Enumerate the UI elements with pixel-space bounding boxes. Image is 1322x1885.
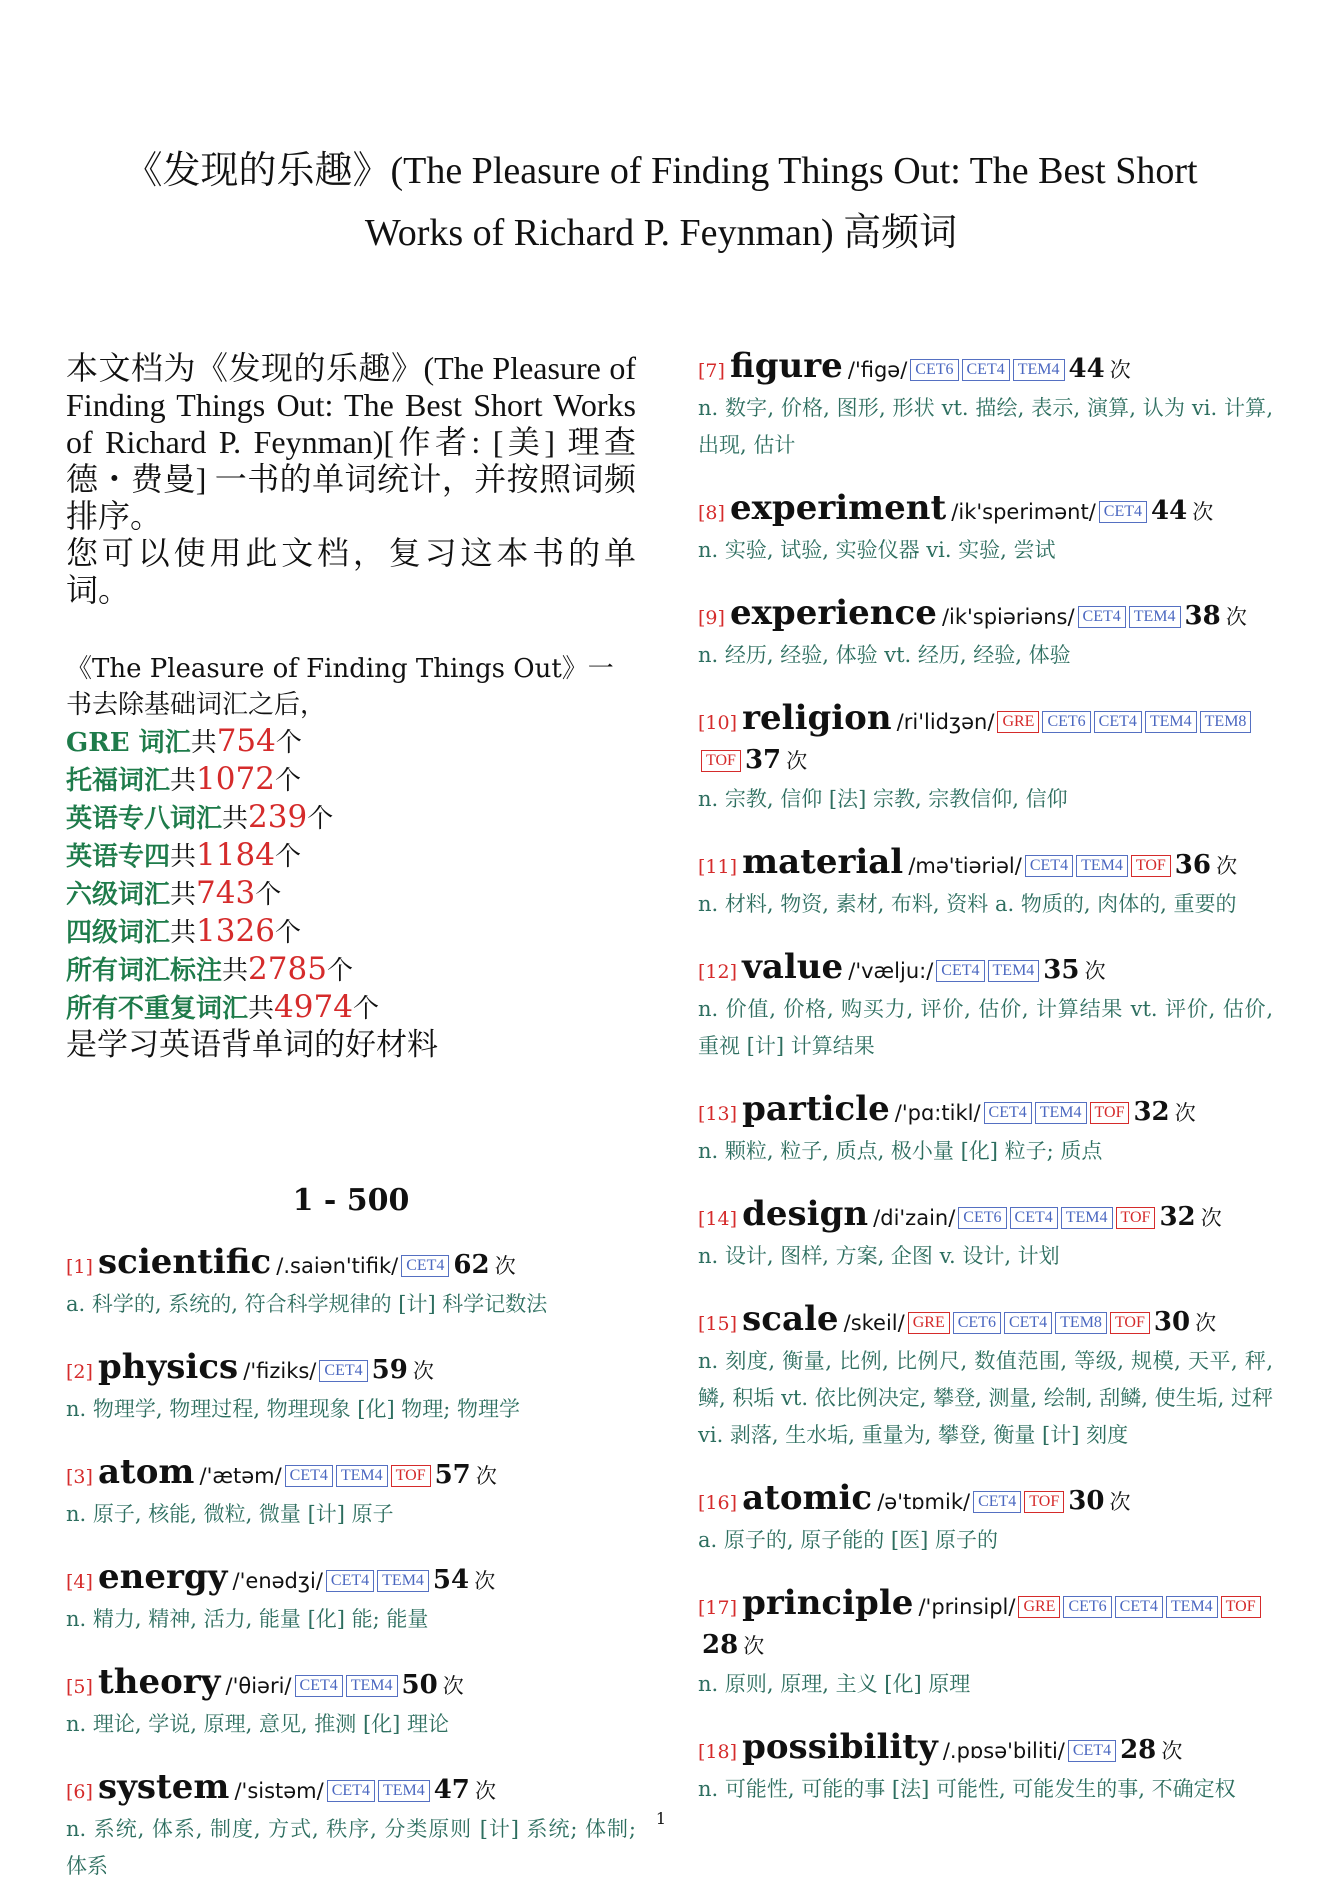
stat-suffix: 共 <box>222 804 249 834</box>
stat-count: 1072 <box>196 761 275 797</box>
level-tag: CET4 <box>962 359 1010 381</box>
times-label: 次 <box>1216 854 1238 878</box>
stat-unit: 个 <box>275 728 302 758</box>
word-entry <box>698 1301 1273 1454</box>
word-entry <box>698 1585 1273 1703</box>
phonetic: /.pɒsə'biliti/ <box>942 1739 1065 1763</box>
stat-label: 所有不重复词汇 <box>66 994 249 1024</box>
stat-row <box>66 723 636 761</box>
phonetic: /ə'tɒmik/ <box>877 1490 971 1514</box>
frequency-count: 59 <box>371 1355 408 1385</box>
stats-block <box>66 651 636 1063</box>
definition: a. 科学的, 系统的, 符合科学规律的 [计] 科学记数法 <box>66 1292 548 1316</box>
level-tag: CET4 <box>1115 1596 1163 1618</box>
times-label: 次 <box>1192 500 1214 524</box>
entry-headline <box>698 595 1273 637</box>
headword: scientific <box>98 1242 272 1282</box>
word-entry <box>698 348 1273 464</box>
right-column <box>698 348 1273 1808</box>
entry-number: [6] <box>66 1781 93 1803</box>
level-tag: CET4 <box>1094 711 1142 733</box>
level-tag: CET6 <box>953 1312 1001 1334</box>
entry-number: [18] <box>698 1741 738 1763</box>
definition: a. 原子的, 原子能的 [医] 原子的 <box>698 1528 998 1552</box>
word-entry <box>698 949 1273 1065</box>
headword: particle <box>742 1089 890 1129</box>
frequency-count: 57 <box>434 1460 471 1490</box>
level-tag: TOF <box>1221 1596 1261 1618</box>
level-tag: CET4 <box>1068 1740 1116 1762</box>
level-tag: TEM4 <box>1145 711 1197 733</box>
frequency-count: 38 <box>1184 601 1221 631</box>
entry-headline <box>698 348 1273 390</box>
times-label: 次 <box>1195 1311 1217 1335</box>
headword: figure <box>730 346 843 386</box>
stat-count: 1184 <box>196 837 275 873</box>
headword: physics <box>98 1347 239 1387</box>
definition: n. 材料, 物资, 素材, 布料, 资料 a. 物质的, 肉体的, 重要的 <box>698 892 1237 916</box>
phonetic: /di'zain/ <box>873 1206 956 1230</box>
level-tag: TOF <box>391 1465 431 1487</box>
times-label: 次 <box>1109 1490 1131 1514</box>
word-entry <box>66 1559 636 1638</box>
level-tag: GRE <box>997 711 1039 733</box>
left-column <box>66 350 636 1885</box>
stat-row <box>66 951 636 989</box>
stat-count: 239 <box>248 799 308 835</box>
stat-count: 2785 <box>248 951 327 987</box>
headword: possibility <box>742 1727 938 1767</box>
entry-headline <box>66 1559 636 1601</box>
definition: n. 原则, 原理, 主义 [化] 原理 <box>698 1672 971 1696</box>
intro-paragraph-2: 您可以使用此文档，复习这本书的单词。 <box>66 535 636 608</box>
stat-unit: 个 <box>274 766 301 796</box>
entry-number: [12] <box>698 961 738 983</box>
headword: material <box>742 842 904 882</box>
level-tag: CET6 <box>910 359 958 381</box>
definition: n. 设计, 图样, 方案, 企图 v. 设计, 计划 <box>698 1244 1060 1268</box>
right-entry-list <box>698 348 1273 1808</box>
entry-headline <box>698 700 1273 781</box>
document-title <box>40 140 1282 264</box>
definition: n. 物理学, 物理过程, 物理现象 [化] 物理; 物理学 <box>66 1397 521 1421</box>
level-tag: TEM4 <box>1166 1596 1218 1618</box>
headword: theory <box>98 1662 221 1702</box>
phonetic: /ik'spiəriəns/ <box>941 605 1075 629</box>
entry-headline <box>66 1769 636 1811</box>
entry-number: [17] <box>698 1597 738 1619</box>
level-tag: CET4 <box>1078 606 1126 628</box>
headword: atom <box>98 1452 195 1492</box>
stat-label: 所有词汇标注 <box>66 956 223 986</box>
frequency-count: 50 <box>401 1670 438 1700</box>
times-label: 次 <box>743 1634 765 1658</box>
frequency-count: 28 <box>702 1630 739 1660</box>
level-tag: CET4 <box>319 1360 367 1382</box>
stats-lead: 《The Pleasure of Finding Things Out》一书去除基础词汇之后， <box>66 654 614 720</box>
phonetic: /ik'sperimənt/ <box>951 500 1096 524</box>
entry-number: [8] <box>698 502 725 524</box>
stat-label: 英语专四 <box>66 842 171 872</box>
times-label: 次 <box>1161 1739 1183 1763</box>
times-label: 次 <box>1225 605 1247 629</box>
level-tag: CET4 <box>295 1675 343 1697</box>
entry-number: [11] <box>698 856 738 878</box>
intro-text <box>66 350 636 609</box>
phonetic: /'enədʒi/ <box>232 1569 323 1593</box>
level-tag: CET6 <box>958 1207 1006 1229</box>
entry-number: [15] <box>698 1313 738 1335</box>
frequency-count: 44 <box>1068 354 1105 384</box>
definition: n. 经历, 经验, 体验 vt. 经历, 经验, 体验 <box>698 643 1071 667</box>
level-tag: TEM4 <box>378 1780 430 1802</box>
times-label: 次 <box>442 1674 464 1698</box>
level-tag: TEM4 <box>346 1675 398 1697</box>
level-tag: TEM4 <box>1061 1207 1113 1229</box>
stat-suffix: 共 <box>170 880 197 910</box>
word-entry <box>66 1454 636 1533</box>
level-tag: GRE <box>1018 1596 1060 1618</box>
definition: n. 实验, 试验, 实验仪器 vi. 实验, 尝试 <box>698 538 1056 562</box>
entry-number: [10] <box>698 712 738 734</box>
entry-number: [13] <box>698 1103 738 1125</box>
definition: n. 可能性, 可能的事 [法] 可能性, 可能发生的事, 不确定权 <box>698 1777 1236 1801</box>
phonetic: /'fiziks/ <box>243 1359 317 1383</box>
phonetic: /'figə/ <box>847 358 908 382</box>
headword: religion <box>742 698 892 738</box>
entry-number: [2] <box>66 1361 93 1383</box>
stat-unit: 个 <box>255 880 282 910</box>
stat-label: 四级词汇 <box>66 918 171 948</box>
level-tag: TOF <box>1116 1207 1156 1229</box>
stat-row <box>66 837 636 875</box>
title-line-2: Works of Richard P. Feynman) 高频词 <box>364 212 958 254</box>
level-tag: TOF <box>1024 1491 1064 1513</box>
stat-count: 4974 <box>274 989 353 1025</box>
level-tag: TOF <box>1131 855 1171 877</box>
entry-number: [16] <box>698 1492 738 1514</box>
word-entry <box>698 1091 1273 1170</box>
phonetic: /.saiən'tifik/ <box>276 1254 399 1278</box>
level-tag: TOF <box>1090 1102 1130 1124</box>
stat-suffix: 共 <box>222 956 249 986</box>
frequency-count: 47 <box>433 1775 470 1805</box>
frequency-count: 54 <box>432 1565 470 1595</box>
level-tag: TEM4 <box>988 960 1040 982</box>
frequency-count: 37 <box>744 745 782 775</box>
stat-label: 托福词汇 <box>66 766 171 796</box>
stat-unit: 个 <box>352 994 379 1024</box>
level-tag: TEM4 <box>336 1465 388 1487</box>
stats-list <box>66 723 636 1027</box>
phonetic: /'θiəri/ <box>225 1674 292 1698</box>
stat-unit: 个 <box>326 956 353 986</box>
headword: experience <box>730 593 937 633</box>
entry-number: [9] <box>698 607 725 629</box>
level-tag: CET4 <box>1010 1207 1058 1229</box>
entry-headline <box>698 1480 1273 1522</box>
stat-unit: 个 <box>274 842 301 872</box>
frequency-count: 32 <box>1159 1202 1196 1232</box>
entry-headline <box>698 490 1273 532</box>
word-entry <box>698 490 1273 569</box>
times-label: 次 <box>475 1464 497 1488</box>
headword: system <box>98 1767 230 1807</box>
stat-label: 六级词汇 <box>66 880 171 910</box>
definition: n. 价值, 价格, 购买力, 评价, 估价, 计算结果 vt. 评价, 估价, 重视 [计] 计算结果 <box>698 997 1273 1058</box>
word-entry <box>698 1729 1273 1808</box>
stat-count: 1326 <box>196 913 275 949</box>
definition: n. 理论, 学说, 原理, 意见, 推测 [化] 理论 <box>66 1712 450 1736</box>
headword: energy <box>98 1557 228 1597</box>
level-tag: CET4 <box>285 1465 333 1487</box>
phonetic: /mə'tiəriəl/ <box>908 854 1022 878</box>
level-tag: TEM8 <box>1200 711 1252 733</box>
word-entry <box>66 1244 636 1323</box>
times-label: 次 <box>494 1254 516 1278</box>
level-tag: CET4 <box>984 1102 1032 1124</box>
level-tag: TEM4 <box>377 1570 429 1592</box>
entry-headline <box>698 1196 1273 1238</box>
stat-suffix: 共 <box>190 728 217 758</box>
definition: n. 刻度, 衡量, 比例, 比例尺, 数值范围, 等级, 规模, 天平, 秤, 鳞, 积垢 vt. 依比例决定, 攀登, 测量, 绘制, 刮鳞, 使生垢, 过秤 vi. 剥落, 生水垢, 重量为, 攀登, 衡量 [计] 刻度 <box>698 1349 1273 1447</box>
entry-headline <box>698 1091 1273 1133</box>
level-tag: CET4 <box>327 1780 375 1802</box>
times-label: 次 <box>1200 1206 1222 1230</box>
stat-count: 743 <box>196 875 256 911</box>
word-entry <box>66 1664 636 1743</box>
stat-suffix: 共 <box>170 766 197 796</box>
frequency-count: 30 <box>1068 1486 1105 1516</box>
entry-number: [7] <box>698 360 725 382</box>
word-entry <box>698 595 1273 674</box>
entry-headline <box>698 1729 1273 1771</box>
entry-number: [4] <box>66 1571 93 1593</box>
entry-headline <box>66 1664 636 1706</box>
times-label: 次 <box>1109 358 1131 382</box>
phonetic: /'sistəm/ <box>234 1779 324 1803</box>
entry-headline <box>698 844 1273 886</box>
level-tag: CET4 <box>1099 501 1147 523</box>
title-line-1: 《发现的乐趣》(The Pleasure of Finding Things Out: The Best Short <box>124 150 1198 192</box>
times-label: 次 <box>1174 1101 1196 1125</box>
level-tag: CET4 <box>1004 1312 1052 1334</box>
left-entry-list <box>66 1244 636 1885</box>
phonetic: /'vælju:/ <box>848 959 934 983</box>
stat-row <box>66 799 636 837</box>
headword: value <box>742 947 844 987</box>
definition: n. 系统, 体系, 制度, 方式, 秩序, 分类原则 [计] 系统; 体制; 体系 <box>66 1817 636 1878</box>
stat-suffix: 共 <box>170 918 197 948</box>
times-label: 次 <box>786 749 808 773</box>
word-entry <box>698 1196 1273 1275</box>
headword: principle <box>742 1583 914 1623</box>
page-number: 1 <box>655 1809 667 1828</box>
level-tag: TEM4 <box>1035 1102 1087 1124</box>
level-tag: CET6 <box>1042 711 1090 733</box>
word-entry <box>698 1480 1273 1559</box>
level-tag: CET4 <box>326 1570 374 1592</box>
level-tag: GRE <box>908 1312 950 1334</box>
definition: n. 原子, 核能, 微粒, 微量 [计] 原子 <box>66 1502 394 1526</box>
frequency-count: 36 <box>1174 850 1211 880</box>
entry-headline <box>698 1585 1273 1666</box>
phonetic: /'ætəm/ <box>199 1464 282 1488</box>
level-tag: TEM4 <box>1076 855 1128 877</box>
frequency-count: 28 <box>1120 1735 1157 1765</box>
level-tag: CET4 <box>401 1255 449 1277</box>
phonetic: /'prinsipl/ <box>918 1595 1016 1619</box>
definition: n. 精力, 精神, 活力, 能量 [化] 能; 能量 <box>66 1607 429 1631</box>
level-tag: CET4 <box>936 960 984 982</box>
frequency-count: 35 <box>1043 955 1080 985</box>
stat-row <box>66 989 636 1027</box>
word-entry <box>698 844 1273 923</box>
headword: scale <box>742 1299 839 1339</box>
times-label: 次 <box>474 1569 496 1593</box>
entry-headline <box>66 1454 636 1496</box>
stat-unit: 个 <box>274 918 301 948</box>
headword: experiment <box>730 488 947 528</box>
frequency-count: 30 <box>1153 1307 1191 1337</box>
entry-headline <box>698 1301 1273 1343</box>
definition: n. 颗粒, 粒子, 质点, 极小量 [化] 粒子; 质点 <box>698 1139 1103 1163</box>
frequency-count: 62 <box>453 1250 490 1280</box>
headword: design <box>742 1194 869 1234</box>
level-tag: TEM4 <box>1013 359 1065 381</box>
entry-number: [5] <box>66 1676 93 1698</box>
phonetic: /'pɑ:tikl/ <box>894 1101 981 1125</box>
level-tag: TOF <box>1110 1312 1150 1334</box>
stats-closing: 是学习英语背单词的好材料 <box>66 1027 438 1063</box>
word-entry <box>698 700 1273 818</box>
level-tag: TEM4 <box>1129 606 1181 628</box>
stat-suffix: 共 <box>170 842 197 872</box>
level-tag: TOF <box>701 750 741 772</box>
entry-headline <box>66 1244 636 1286</box>
level-tag: CET6 <box>1063 1596 1111 1618</box>
stat-label: 英语专八词汇 <box>66 804 223 834</box>
level-tag: CET4 <box>1025 855 1073 877</box>
intro-paragraph-1: 本文档为《发现的乐趣》(The Pleasure of Finding Things Out: The Best Short Works of Richard P. Feynman)[作者: [美] 理查德・费曼] 一书的单词统计，并按照词频排序。 <box>66 350 636 534</box>
phonetic: /skeil/ <box>843 1311 905 1335</box>
entry-number: [1] <box>66 1256 93 1278</box>
frequency-count: 44 <box>1151 496 1188 526</box>
times-label: 次 <box>475 1779 496 1803</box>
stat-row <box>66 761 636 799</box>
stat-row <box>66 913 636 951</box>
entry-headline <box>66 1349 636 1391</box>
entry-headline <box>698 949 1273 991</box>
word-entry <box>66 1349 636 1428</box>
range-heading: 1 - 500 <box>292 1183 410 1218</box>
stat-unit: 个 <box>307 804 334 834</box>
stat-row <box>66 875 636 913</box>
entry-number: [3] <box>66 1466 93 1488</box>
headword: atomic <box>742 1478 873 1518</box>
stat-count: 754 <box>216 723 276 759</box>
definition: n. 数字, 价格, 图形, 形状 vt. 描绘, 表示, 演算, 认为 vi. 计算, 出现, 估计 <box>698 396 1273 457</box>
level-tag: CET4 <box>973 1491 1021 1513</box>
level-tag: TEM8 <box>1055 1312 1107 1334</box>
stat-suffix: 共 <box>248 994 275 1024</box>
entry-number: [14] <box>698 1208 738 1230</box>
frequency-count: 32 <box>1133 1097 1170 1127</box>
times-label: 次 <box>412 1359 434 1383</box>
times-label: 次 <box>1084 959 1106 983</box>
phonetic: /ri'lidʒən/ <box>896 710 995 734</box>
stat-label: GRE 词汇 <box>66 728 191 758</box>
definition: n. 宗教, 信仰 [法] 宗教, 宗教信仰, 信仰 <box>698 787 1068 811</box>
